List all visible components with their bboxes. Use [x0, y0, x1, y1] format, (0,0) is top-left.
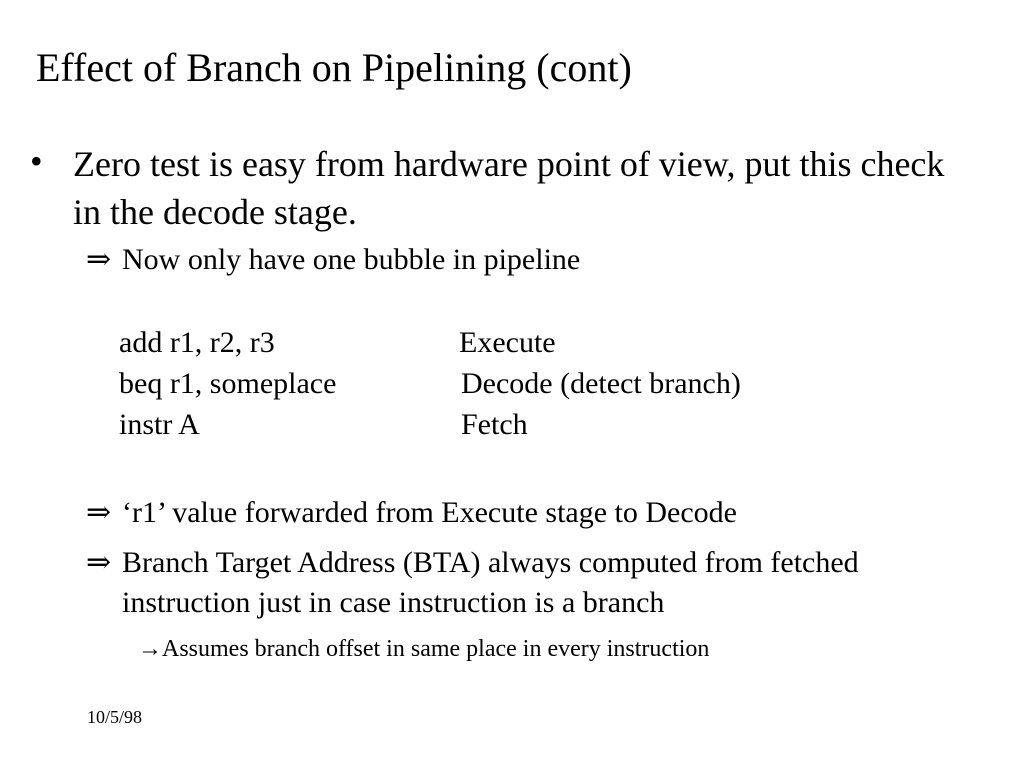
sub-bullet-forwarding	[86, 495, 737, 531]
instruction-1: beq r1, someplace	[119, 367, 337, 400]
slide-title: Effect of Branch on Pipelining (cont)	[36, 45, 632, 90]
sub-bullet-bta	[86, 545, 902, 623]
bullet-marker: •	[30, 141, 43, 181]
implies-arrow-icon: ⇒	[86, 546, 112, 579]
implies-arrow-icon: ⇒	[86, 496, 112, 529]
sub-bullet-text: ‘r1’ value forwarded from Execute stage to Decode	[122, 496, 737, 529]
implies-arrow-icon: ⇒	[86, 243, 112, 276]
sub-bullet-text: Now only have one bubble in pipeline	[122, 243, 581, 276]
slide-date: 10/5/98	[87, 707, 143, 727]
instruction-2: instr A	[119, 408, 200, 441]
sub-sub-bullet-text: Assumes branch offset in same place in every instruction	[162, 636, 710, 662]
sub-bullet-text: Branch Target Address (BTA) always computed from fetched instruction just in case instruction is a branch	[122, 546, 859, 619]
bullet-zero-test: Zero test is easy from hardware point of view, put this check in the decode stage.	[73, 144, 945, 232]
stage-1: Decode (detect branch)	[461, 367, 741, 400]
stage-0: Execute	[459, 326, 556, 359]
sub-bullet-one-bubble	[86, 242, 580, 278]
right-arrow-icon: →	[138, 636, 162, 662]
instruction-0: add r1, r2, r3	[119, 326, 275, 359]
stage-2: Fetch	[461, 408, 528, 441]
sub-sub-bullet-offset	[138, 634, 709, 664]
